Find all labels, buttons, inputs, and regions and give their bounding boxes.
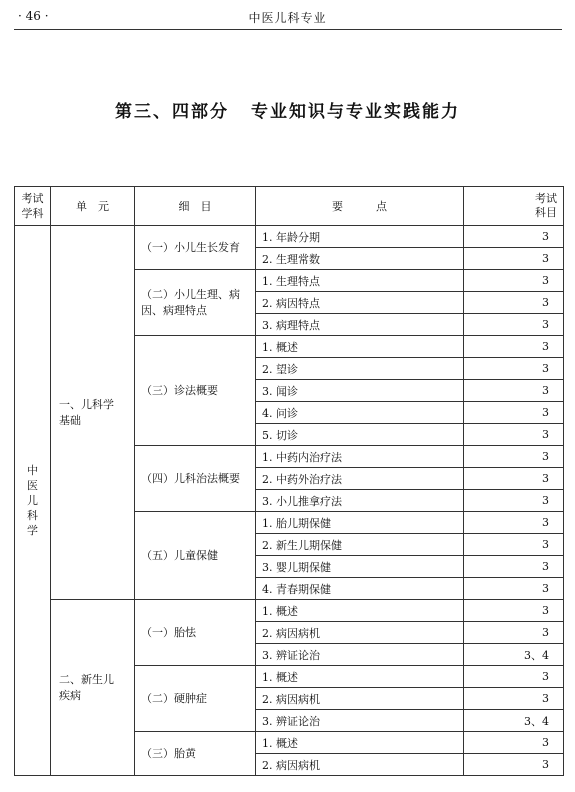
level-cell: 3 — [464, 336, 564, 358]
unit-cell — [51, 226, 135, 600]
subject-char: 学 — [27, 524, 38, 537]
level-cell: 3 — [464, 666, 564, 688]
detail-cell — [135, 732, 256, 776]
header-rule — [14, 29, 562, 30]
detail-name-line: （二）硬肿症 — [141, 691, 207, 705]
level-cell: 3、4 — [464, 644, 564, 666]
detail-cell — [135, 600, 256, 666]
level-cell: 3 — [464, 314, 564, 336]
level-cell: 3 — [464, 732, 564, 754]
subject-cell — [15, 226, 51, 776]
level-cell: 3 — [464, 534, 564, 556]
point-cell: 2. 病因病机 — [256, 688, 464, 710]
level-cell: 3 — [464, 446, 564, 468]
detail-name-line: 因、病理特点 — [141, 303, 207, 317]
point-cell: 1. 概述 — [256, 732, 464, 754]
col-header-subject-line: 学科 — [21, 207, 44, 220]
level-cell: 3 — [464, 424, 564, 446]
col-header-unit: 单 元 — [51, 187, 135, 226]
point-cell: 3. 病理特点 — [256, 314, 464, 336]
detail-name-line: （五）儿童保健 — [141, 548, 218, 562]
point-cell: 2. 新生儿期保健 — [256, 534, 464, 556]
detail-name-line: （三）诊法概要 — [141, 383, 218, 397]
level-cell: 3 — [464, 622, 564, 644]
subject-char: 中 — [27, 464, 38, 477]
point-cell: 1. 中药内治疗法 — [256, 446, 464, 468]
subject-char: 科 — [27, 509, 38, 522]
point-cell: 2. 病因特点 — [256, 292, 464, 314]
level-cell: 3 — [464, 358, 564, 380]
col-header-subject — [15, 187, 51, 226]
unit-cell — [51, 600, 135, 776]
table-header-row — [15, 187, 564, 226]
point-cell: 3. 小儿推拿疗法 — [256, 490, 464, 512]
detail-name-line: （二）小儿生理、病 — [141, 287, 240, 301]
detail-name-line: （一）胎怯 — [141, 625, 196, 639]
level-cell: 3 — [464, 490, 564, 512]
detail-cell — [135, 512, 256, 600]
point-cell: 2. 病因病机 — [256, 754, 464, 776]
level-cell: 3 — [464, 402, 564, 424]
syllabus-table — [14, 186, 564, 776]
level-cell: 3 — [464, 380, 564, 402]
point-cell: 3. 婴儿期保健 — [256, 556, 464, 578]
detail-name-line: （三）胎黄 — [141, 746, 196, 760]
level-cell: 3 — [464, 578, 564, 600]
detail-name-line: （四）儿科治法概要 — [141, 471, 240, 485]
point-cell: 3. 辨证论治 — [256, 644, 464, 666]
table-body — [15, 226, 564, 776]
level-cell: 3 — [464, 512, 564, 534]
point-cell: 4. 问诊 — [256, 402, 464, 424]
level-cell: 3 — [464, 226, 564, 248]
unit-name-line: 一、儿科学 — [59, 397, 114, 411]
level-cell: 3 — [464, 688, 564, 710]
detail-cell — [135, 666, 256, 732]
level-cell: 3 — [464, 754, 564, 776]
point-cell: 1. 概述 — [256, 336, 464, 358]
section-title-part: 第三、四部分 — [115, 102, 229, 122]
col-header-level — [464, 187, 564, 226]
point-cell: 1. 胎儿期保健 — [256, 512, 464, 534]
point-cell: 2. 生理常数 — [256, 248, 464, 270]
col-header-level-line: 科目 — [535, 206, 557, 219]
level-cell: 3 — [464, 248, 564, 270]
detail-name-line: （一）小儿生长发育 — [141, 240, 240, 254]
col-header-point: 要 点 — [256, 187, 464, 226]
level-cell: 3 — [464, 270, 564, 292]
point-cell: 1. 概述 — [256, 600, 464, 622]
detail-cell — [135, 446, 256, 512]
running-title: 中医儿科专业 — [248, 11, 327, 25]
level-cell: 3 — [464, 556, 564, 578]
unit-name-line: 基础 — [59, 413, 81, 427]
col-header-level-line: 考试 — [535, 192, 557, 205]
section-title-subtitle: 专业知识与专业实践能力 — [251, 102, 460, 122]
table-row — [15, 226, 564, 248]
level-cell: 3、4 — [464, 710, 564, 732]
point-cell: 3. 闻诊 — [256, 380, 464, 402]
level-cell: 3 — [464, 600, 564, 622]
point-cell: 2. 中药外治疗法 — [256, 468, 464, 490]
subject-char: 儿 — [27, 494, 38, 507]
section-title — [0, 97, 575, 122]
point-cell: 2. 望诊 — [256, 358, 464, 380]
point-cell: 3. 辨证论治 — [256, 710, 464, 732]
point-cell: 1. 概述 — [256, 666, 464, 688]
col-header-detail: 细 目 — [135, 187, 256, 226]
detail-cell — [135, 336, 256, 446]
point-cell: 4. 青春期保健 — [256, 578, 464, 600]
unit-name-line: 二、新生儿 — [59, 672, 114, 686]
point-cell: 1. 年龄分期 — [256, 226, 464, 248]
col-header-subject-line: 考试 — [21, 192, 44, 205]
table-row — [15, 600, 564, 622]
page-header — [0, 0, 575, 30]
page-number: · 46 · — [18, 9, 49, 23]
level-cell: 3 — [464, 468, 564, 490]
detail-cell — [135, 270, 256, 336]
unit-name-line: 疾病 — [59, 688, 81, 702]
point-cell: 5. 切诊 — [256, 424, 464, 446]
level-cell: 3 — [464, 292, 564, 314]
point-cell: 1. 生理特点 — [256, 270, 464, 292]
detail-cell — [135, 226, 256, 270]
point-cell: 2. 病因病机 — [256, 622, 464, 644]
subject-char: 医 — [27, 479, 38, 492]
